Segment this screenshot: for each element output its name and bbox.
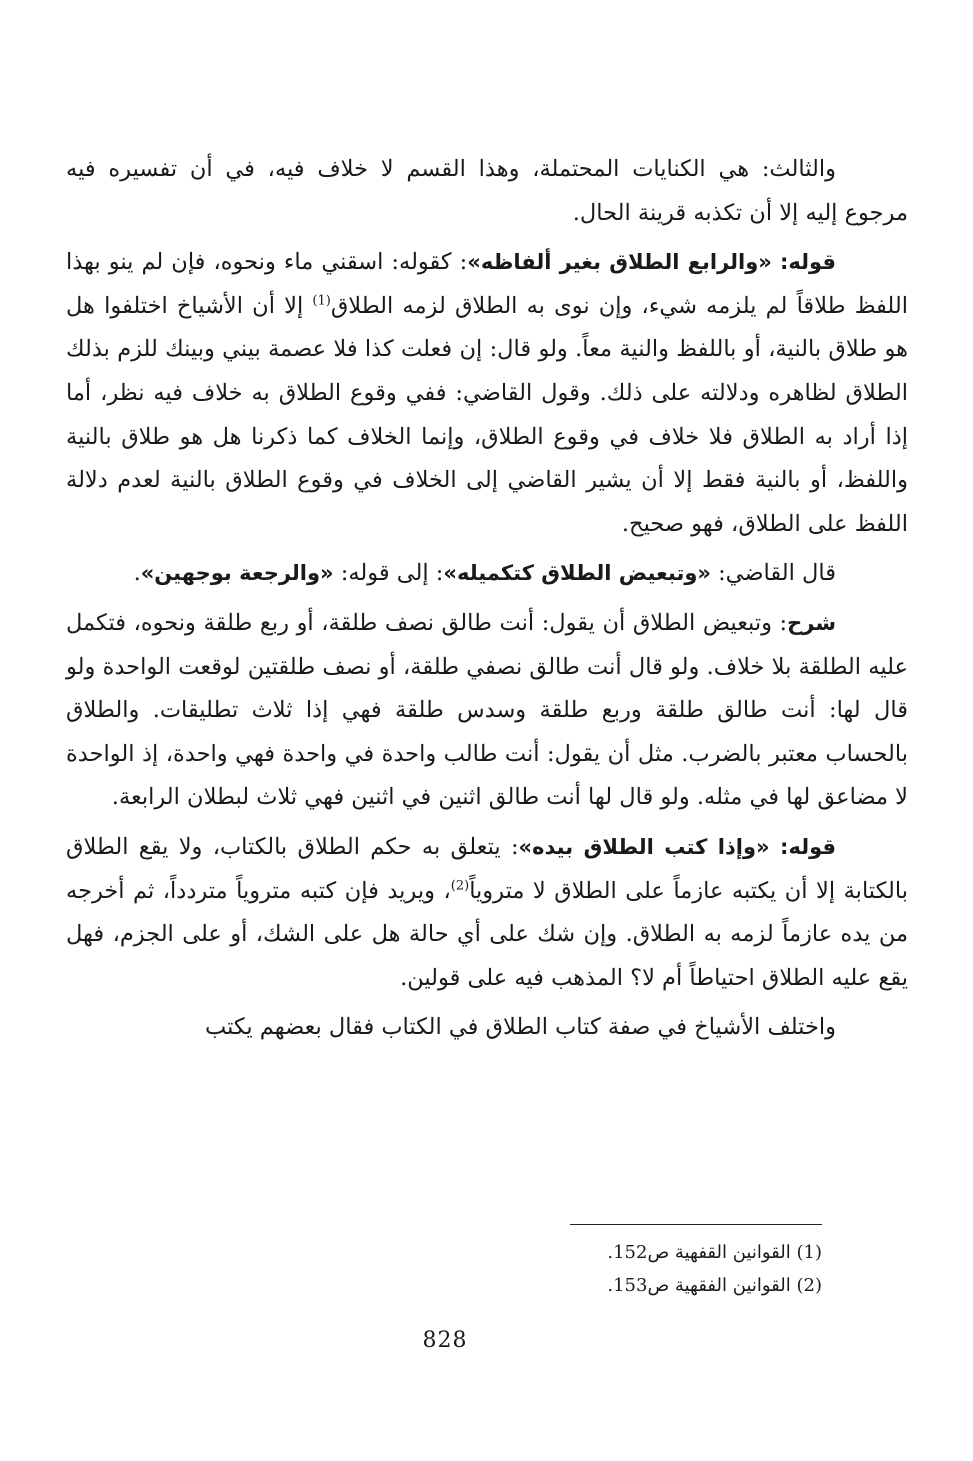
paragraph-5 [66, 826, 908, 1000]
paragraph-6 [66, 1006, 908, 1050]
paragraph-lead: «وتبعيض الطلاق كتكميله» [443, 561, 711, 586]
paragraph-text: : كقوله: اسقني ماء ونحوه، فإن لم ينو بهذا اللفظ طلاقاً لم يلزمه شيء، وإن نوى به الطلاق لزمه الطلاق [66, 249, 908, 319]
main-text [66, 148, 908, 1056]
paragraph-prefix: قال القاضي: [710, 560, 836, 587]
footnote-1: (1) القوانين القفهية ص152. [607, 1242, 822, 1263]
paragraph-text: : يتعلق به حكم الطلاق بالكتاب، ولا يقع الطلاق بالكتابة إلا أن يكتبه عازماً على الطلاق لا متروياً [66, 833, 908, 904]
footnote-divider [570, 1224, 822, 1225]
paragraph-lead: شرح [787, 610, 836, 635]
paragraph-text: إلا أن الأشياخ اختلفوا هل هو طلاق بالنية، أو باللفظ والنية معاً. ولو قال: إن فعلت كذا فلا عصمة بيني وبينك للزم بذلك الطلاق لظاهره ودلالته على ذلك. وقول القاضي: ففي وقوع الطلاق به خلاف فيه نظر، أما إذا أراد به الطلاق فلا خلاف في وقوع الطلاق، وإنما الخلاف كما ذكرنا هل هو طلاق بالنية واللفظ، أو بالنية فقط إلا أن يشير القاضي إلى الخلاف في وقوع الطلاق بالنية لعدم دلالة اللفظ على الطلاق، فهو صحيح. [66, 292, 908, 537]
footnotes [400, 1236, 822, 1302]
footnote-marker: (2) [450, 878, 470, 893]
paragraph-text: والثالث: هي الكنايات المحتملة، وهذا القسم لا خلاف فيه، في أن تفسيره فيه مرجوع إليه إلا أن تكذبه قرينة الحال. [66, 156, 908, 226]
paragraph-text: : وتبعيض الطلاق أن يقول: أنت طالق نصف طلقة، أو ربع طلقة ونحوه، فتكمل عليه الطلقة بلا خلاف. ولو قال أنت طالق نصفي طلقة، أو نصف طلقتين لوقعت الواحدة ولو قال لها: أنت طالق طلقة وربع طلقة وسدس طلقة فهي إذا ثلاث تطليقات. والطلاق بالحساب معتبر بالضرب. مثل أن يقول: أنت طالب واحدة في واحدة فهي واحدة، إذ الواحدة لا مضاعق لها في مثله. ولو قال لها أنت طالق اثنين في اثنين فهي ثلاث لبطلان الرابعة. [66, 609, 908, 811]
paragraph-lead: قوله: «وإذا كتب الطلاق بيده» [518, 834, 836, 859]
paragraph-text: : إلى قوله: [333, 560, 444, 587]
paragraph-2 [66, 241, 908, 546]
page-number: 828 [422, 1328, 468, 1353]
paragraph-4 [66, 602, 908, 820]
paragraph-lead: «والرجعة بوجهين» [140, 561, 334, 586]
paragraph-lead: قوله: «والرابع الطلاق بغير ألفاظه» [467, 250, 836, 275]
footnote-marker: (1) [312, 293, 331, 309]
paragraph-text: واختلف الأشياخ في صفة كتاب الطلاق في الكتاب فقال بعضهم يكتب [205, 1014, 836, 1041]
paragraph-3 [66, 552, 908, 596]
paragraph-1 [66, 148, 908, 235]
footnote-2: (2) القوانين الفقهية ص153. [607, 1275, 822, 1296]
paragraph-text: . [133, 560, 141, 587]
paragraph-text: ، ويريد فإن كتبه متروياً متردداً، ثم أخرجه من يده عازماً لزمه به الطلاق. وإن شك على أي حالة هل على الشك، أو على الجزم، فهل يقع عليه الطلاق احتياطاً أم لا؟ المذهب فيه على قولين. [66, 877, 908, 991]
